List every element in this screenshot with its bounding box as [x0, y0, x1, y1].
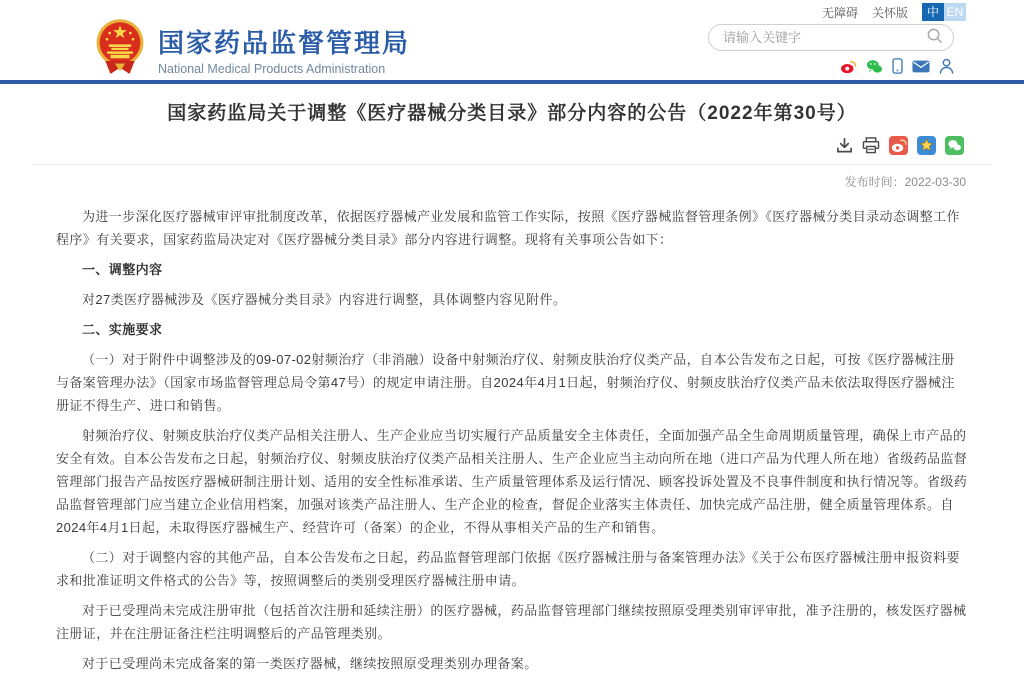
article-body — [0, 190, 1024, 671]
clipped-paragraph — [56, 652, 968, 671]
section-heading-2: 二、实施要求 — [82, 322, 163, 337]
mobile-icon[interactable] — [892, 58, 903, 74]
paragraph: （一）对于附件中调整涉及的09-07-02射频治疗（非消融）设备中射频治疗仪、射频皮肤治疗仪类产品，自本公告发布之日起，可按《医疗器械注册与备案管理办法》（国家市场监督管理总局令第47号）的规定申请注册。自2024年4月1日起，射频治疗仪、射频皮肤治疗仪类产品未依法取得医疗器械注册证不得生产、进口和销售。 — [56, 352, 955, 413]
search-icon[interactable] — [926, 27, 943, 49]
share-weibo-icon[interactable] — [889, 136, 908, 155]
paragraph: 对27类医疗器械涉及《医疗器械分类目录》内容进行调整，具体调整内容见附件。 — [82, 292, 567, 307]
paragraph: 对于已受理尚未完成备案的第一类医疗器械，继续按照原受理类别办理备案。 — [82, 656, 538, 671]
search-box — [708, 24, 954, 51]
publish-time — [0, 173, 1024, 190]
wechat-icon[interactable] — [866, 59, 883, 74]
mail-icon[interactable] — [912, 60, 930, 73]
accessibility-link[interactable]: 无障碍 — [821, 5, 858, 20]
site-header — [0, 24, 1024, 80]
page-title: 国家药监局关于调整《医疗器械分类目录》部分内容的公告（2022年第30号） — [167, 103, 857, 124]
article-toolbar — [0, 135, 1024, 155]
care-version-link[interactable]: 关怀版 — [871, 5, 908, 20]
paragraph: 对于已受理尚未完成注册审批（包括首次注册和延续注册）的医疗器械，药品监督管理部门继续按照原受理类别审评审批，准予注册的，核发医疗器械注册证，并在注册证备注栏注明调整后的产品管理类别。 — [56, 603, 967, 641]
language-toggle — [922, 3, 966, 21]
download-icon[interactable] — [836, 137, 853, 154]
share-qzone-icon[interactable] — [917, 136, 936, 155]
header-social-icons — [840, 58, 954, 74]
user-icon[interactable] — [939, 58, 954, 74]
title-divider — [32, 164, 992, 165]
header-right — [708, 24, 954, 74]
site-subtitle: National Medical Products Administration — [158, 61, 386, 76]
paragraph: 为进一步深化医疗器械审评审批制度改革，依据医疗器械产业发展和监管工作实际，按照《医疗器械监督管理条例》《医疗器械分类目录动态调整工作程序》有关要求，国家药监局决定对《医疗器械分类目录》部分内容进行调整。现将有关事项公告如下： — [56, 209, 960, 247]
site-brand[interactable] — [94, 18, 410, 81]
search-input[interactable] — [723, 30, 926, 45]
paragraph: （二）对于调整内容的其他产品，自本公告发布之日起，药品监督管理部门依据《医疗器械注册与备案管理办法》《关于公布医疗器械注册申报资料要求和批准证明文件格式的公告》等，按照调整后的类别受理医疗器械注册申请。 — [56, 550, 960, 588]
publish-date: 2022-03-30 — [904, 175, 966, 189]
national-emblem-logo — [94, 18, 146, 81]
print-icon[interactable] — [862, 137, 880, 154]
lang-en-button[interactable]: EN — [944, 3, 966, 21]
site-brand-text — [158, 23, 410, 76]
publish-label: 发布时间： — [844, 175, 905, 189]
share-wechat-icon[interactable] — [945, 136, 964, 155]
paragraph: 射频治疗仪、射频皮肤治疗仪类产品相关注册人、生产企业应当切实履行产品质量安全主体责任，全面加强产品全生命周期质量管理，确保上市产品的安全有效。自本公告发布之日起，射频治疗仪、射频皮肤治疗仪类产品相关注册人、生产企业应当主动向所在地（进口产品为代理人所在地）省级药品监督管理部门报告产品按医疗器械研制注册计划、适用的安全性标准承诺、生产质量管理体系及运行情况、顾客投诉处置及不良事件制度和执行情况等。省级药品监督管理部门应当建立企业信用档案，加强对该类产品注册人、生产企业的检查，督促企业落实主体责任、加快完成产品注册，健全质量管理体系。自2024年4月1日起，未取得医疗器械生产、经营许可（备案）的企业，不得从事相关产品的生产和销售。 — [56, 428, 968, 535]
announcement-page — [0, 84, 1024, 671]
site-title: 国家药品监督管理局 — [158, 27, 411, 58]
section-heading-1: 一、调整内容 — [82, 262, 163, 277]
weibo-icon[interactable] — [840, 59, 857, 74]
lang-zh-button[interactable]: 中 — [922, 3, 944, 21]
